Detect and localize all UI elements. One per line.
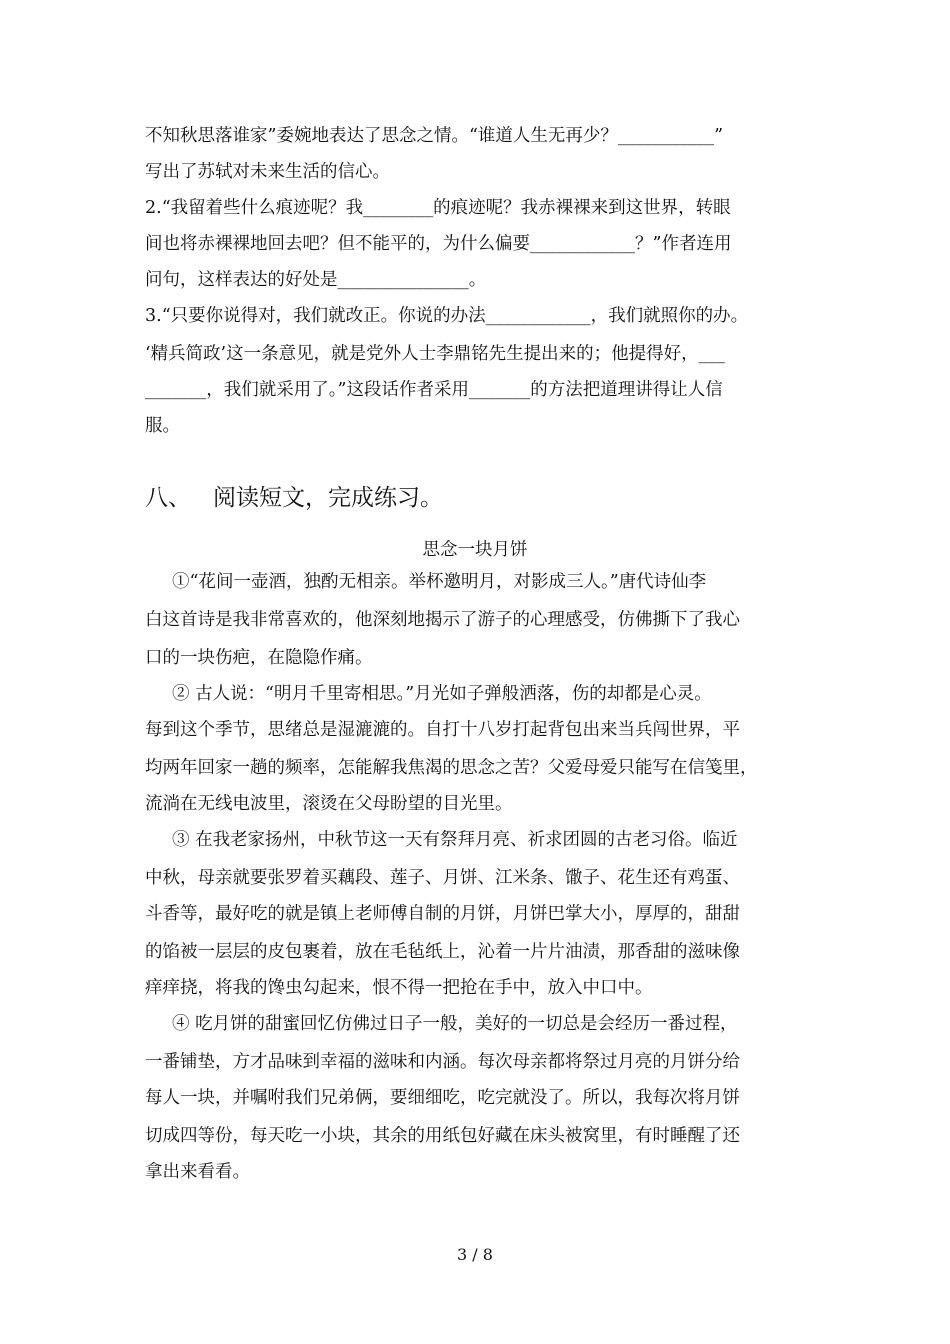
passage-line-12: 痒痒挠，将我的馋虫勾起来，恨不得一把抢在手中，放入中口中。 <box>145 978 653 998</box>
passage-line-10: 斗香等，最好吃的就是镇上老师傅自制的月饼，月饼巴掌大小，厚厚的，甜甜 <box>145 904 740 924</box>
fill-line-3: 2.“我留着些什么痕迹呢？我________的痕迹呢？我赤裸裸来到这世界，转眼 <box>145 198 731 218</box>
passage-line-3: 口的一块伤疤，在隐隐作痛。 <box>145 648 373 668</box>
passage-line-6: 均两年回家一趟的频率，怎能解我焦渴的思念之苦？父爱母爱只能写在信笺里， <box>145 758 758 778</box>
fill-line-2: 写出了苏轼对未来生活的信心。 <box>145 162 390 182</box>
page-number: 3 / 8 <box>457 1245 493 1264</box>
section-heading <box>145 482 443 514</box>
fill-line-7: ‘精兵简政’这一条意见，就是党外人士李鼎铭先生提出来的；他提得好，___ <box>145 344 725 364</box>
passage-title: 思念一块月饼 <box>422 540 528 560</box>
passage-line-1: ①“花间一壶酒，独酌无相亲。举杯邀明月，对影成三人。”唐代诗仙李 <box>172 572 707 592</box>
passage-line-2: 白这首诗是我非常喜欢的，他深刻地揭示了游子的心理感受，仿佛撕下了我心 <box>145 610 740 630</box>
section-number: 八、 <box>145 485 191 511</box>
passage-line-7: 流淌在无线电波里，滚烫在父母盼望的目光里。 <box>145 794 513 814</box>
passage-line-16: 切成四等份，每天吃一小块，其余的用纸包好藏在床头被窝里，有时睡醒了还 <box>145 1126 740 1146</box>
fill-line-5: 问句，这样表达的好处是_______________。 <box>145 270 487 290</box>
passage-line-11: 的馅被一层层的皮包裹着，放在毛毡纸上，沁着一片片油渍，那香甜的滋味像 <box>145 942 740 962</box>
passage-line-15: 每人一块，并嘱咐我们兄弟俩，要细细吃，吃完就没了。所以，我每次将月饼 <box>145 1088 740 1108</box>
fill-line-8: _______，我们就采用了。”这段话作者采用_______的方法把道理讲得让人信 <box>145 380 723 400</box>
passage-line-14: 一番铺垫，方才品味到幸福的滋味和内涵。每次母亲都将祭过月亮的月饼分给 <box>145 1052 740 1072</box>
fill-line-9: 服。 <box>145 416 180 436</box>
passage-line-9: 中秋，母亲就要张罗着买藕段、莲子、月饼、江米条、馓子、花生还有鸡蛋、 <box>145 868 740 888</box>
fill-line-6: 3.“只要你说得对，我们就改正。你说的办法____________，我们就照你的办。 <box>145 306 749 326</box>
passage-line-5: 每到这个季节，思绪总是湿漉漉的。自打十八岁打起背包出来当兵闯世界，平 <box>145 720 740 740</box>
passage-line-17: 拿出来看看。 <box>145 1162 250 1182</box>
passage-line-4: ② 古人说：“明月千里寄相思。”月光如子弹般洒落，伤的却都是心灵。 <box>172 684 712 704</box>
passage-line-13: ④ 吃月饼的甜蜜回忆仿佛过日子一般，美好的一切总是会经历一番过程， <box>172 1014 738 1034</box>
section-title-text: 阅读短文，完成练习。 <box>213 485 443 511</box>
fill-line-1: 不知秋思落谁家”委婉地表达了思念之情。“谁道人生无再少？___________” <box>145 126 724 146</box>
fill-line-4: 间也将赤裸裸地回去吧？但不能平的，为什么偏要____________？”作者连用 <box>145 234 732 254</box>
passage-line-8: ③ 在我老家扬州，中秋节这一天有祭拜月亮、祈求团圆的古老习俗。临近 <box>172 830 738 850</box>
